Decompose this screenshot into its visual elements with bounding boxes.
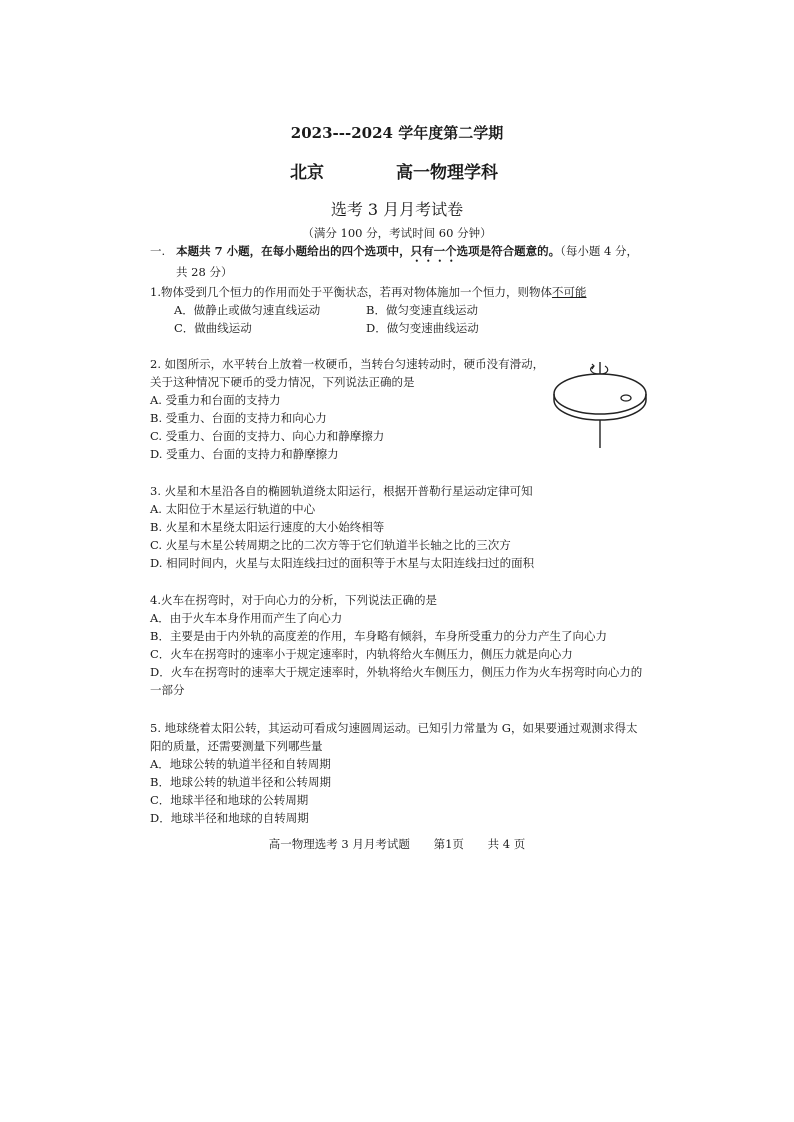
q1-stem-main: 1.物体受到几个恒力的作用而处于平衡状态，若再对物体施加一个恒力，则物体	[150, 285, 552, 299]
section-instruction	[150, 243, 638, 265]
q1-option-b: B．做匀变速直线运动	[366, 303, 478, 317]
q2-option-b: B. 受重力、台面的支持力和向心力	[150, 411, 327, 425]
q1-option-d: D．做匀变速曲线运动	[366, 321, 479, 335]
section-bold-1: 本题共 7 小题，在每小题给出的四个选项中，	[176, 244, 411, 258]
section-instruction-line2: 共 28 分）	[176, 265, 233, 279]
exam-title: 选考 3 月月考试卷	[330, 200, 464, 219]
q1-option-c: C．做曲线运动	[174, 321, 252, 335]
q4-option-c: C．火车在拐弯时的速率小于规定速率时，内轨将给火车侧压力，侧压力就是向心力	[150, 647, 573, 661]
score-time-note: （满分 100 分，考试时间 60 分钟）	[302, 226, 492, 240]
q1-stem-underlined: 不可能	[551, 285, 587, 299]
q5-option-d: D．地球半径和地球的自转周期	[150, 811, 309, 825]
subject-title: 高一物理学科	[396, 163, 498, 183]
footer-total-pages: 共 4 页	[487, 837, 526, 851]
footer-page-number: 第1页	[433, 837, 464, 851]
q2-stem-line2: 关于这种情况下硬币的受力情况，下列说法正确的是	[150, 375, 415, 389]
q3-option-a: A. 太阳位于木星运行轨道的中心	[150, 502, 316, 516]
q2-stem-line1: 2. 如图所示，水平转台上放着一枚硬币，当转台匀速转动时，硬币没有滑动，	[150, 357, 545, 371]
q2-option-a: A. 受重力和台面的支持力	[150, 393, 281, 407]
year-term-title: 2023---2024 学年度第二学期	[290, 124, 504, 142]
q5-stem-line2: 阳的质量，还需要测量下列哪些量	[150, 739, 323, 753]
q3-stem: 3. 火星和木星沿各自的椭圆轨道绕太阳运行，根据开普勒行星运动定律可知	[150, 484, 533, 498]
q4-option-a: A．由于火车本身作用而产生了向心力	[150, 611, 343, 625]
section-prefix: 一.	[150, 244, 166, 258]
q5-option-a: A．地球公转的轨道半径和自转周期	[150, 757, 331, 771]
q4-option-d-line2: 一部分	[150, 683, 185, 697]
footer-title: 高一物理选考 3 月月考试题	[268, 837, 410, 851]
q4-stem: 4.火车在拐弯时，对于向心力的分析，下列说法正确的是	[150, 593, 437, 607]
q4-option-b: B．主要是由于内外轨的高度差的作用，车身略有倾斜，车身所受重力的分力产生了向心力	[150, 629, 607, 643]
q1-option-a: A．做静止或做匀速直线运动	[174, 303, 321, 317]
turntable-figure	[548, 356, 652, 452]
coin	[621, 395, 631, 401]
q5-option-b: B．地球公转的轨道半径和公转周期	[150, 775, 331, 789]
turntable-disc	[554, 374, 646, 414]
q2-option-c: C. 受重力、台面的支持力、向心力和静摩擦力	[150, 429, 385, 443]
school-name: 北京	[290, 163, 324, 183]
section-bold-dotted: 只有一个	[410, 244, 457, 258]
q4-option-d-line1: D．火车在拐弯时的速率大于规定速率时，外轨将给火车侧压力，侧压力作为火车拐弯时向心力的	[150, 665, 643, 679]
section-tail: （每小题 4 分，	[560, 244, 639, 258]
q1-stem	[150, 284, 586, 300]
q5-option-c: C．地球半径和地球的公转周期	[150, 793, 309, 807]
q3-option-d: D. 相同时间内，火星与太阳连线扫过的面积等于木星与太阳连线扫过的面积	[150, 556, 535, 570]
q3-option-c: C. 火星与木星公转周期之比的二次方等于它们轨道半长轴之比的三次方	[150, 538, 511, 552]
page-footer	[0, 836, 794, 852]
q2-option-d: D. 受重力、台面的支持力和静摩擦力	[150, 447, 339, 461]
q5-stem-line1: 5. 地球绕着太阳公转，其运动可看成匀速圆周运动。已知引力常量为 G，如果要通过观测求得太	[150, 721, 638, 735]
q3-option-b: B. 火星和木星绕太阳运行速度的大小始终相等	[150, 520, 385, 534]
section-bold-2: 选项是符合题意的。	[456, 244, 561, 258]
